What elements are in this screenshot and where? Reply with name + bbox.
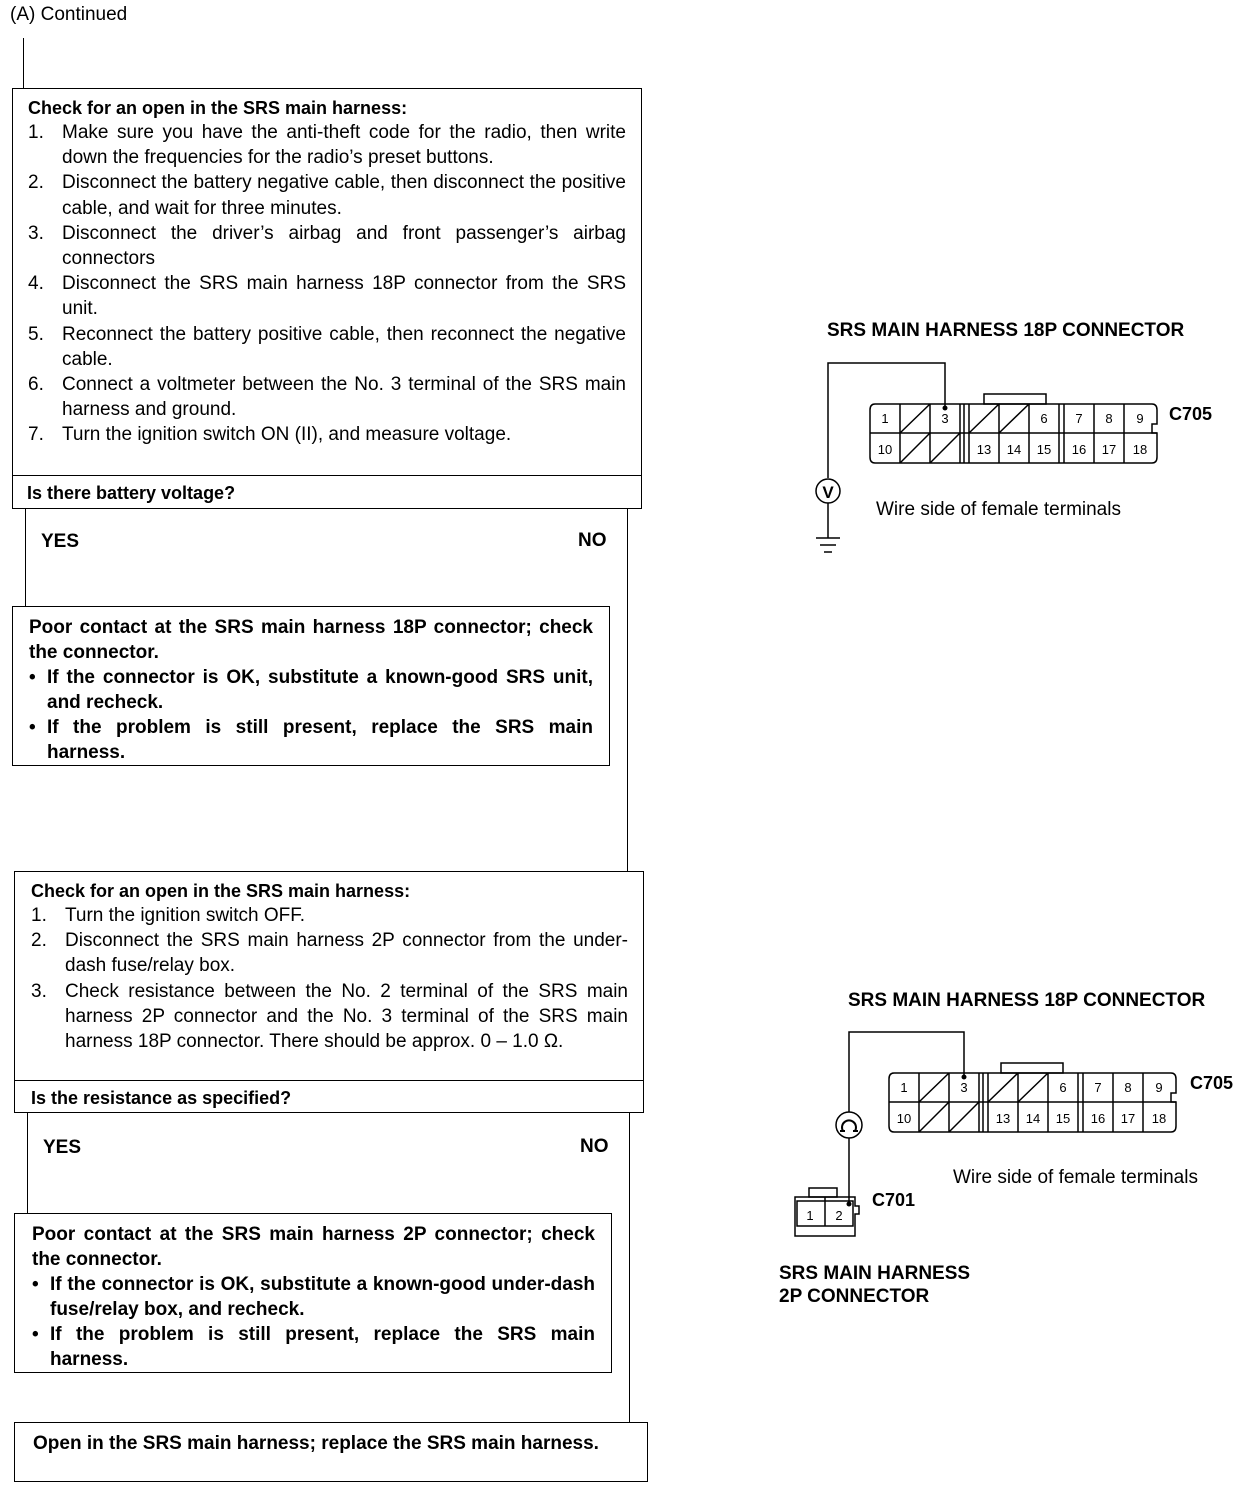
step2-item: 2. Disconnect the SRS main harness 2P connector from the under-dash fuse/relay box. [31, 930, 628, 977]
diagram2-2p-probe-point [847, 1202, 852, 1207]
step1-item: 1. Make sure you have the anti-theft code for the radio, then write down the frequencies for the radio’s preset buttons. [28, 122, 626, 169]
step2-title: Check for an open in the SRS main harness: [31, 881, 411, 901]
diagram1-pin: 15 [1036, 442, 1052, 457]
diagram2-small-label-line2: 2P CONNECTOR [779, 1286, 930, 1307]
diagram1-pin: 10 [877, 442, 893, 457]
step2-box [14, 871, 644, 1113]
diagram2-probe-point [962, 1075, 967, 1080]
diagram2-caption: Wire side of female terminals [953, 1167, 1198, 1188]
step1-steps [28, 120, 626, 448]
diagram2-pin: 7 [1094, 1080, 1102, 1095]
step1-yes-bullet: • If the problem is still present, replace the SRS main harness. [29, 717, 593, 763]
flow-line-no-1 [627, 508, 628, 873]
diagram1-code: C705 [1169, 404, 1213, 424]
diagram1-caption: Wire side of female terminals [876, 499, 1121, 520]
diagram2-2p-pin: 2 [835, 1208, 843, 1223]
diagram1-pin: 13 [976, 442, 992, 457]
voltmeter-icon: V [822, 483, 834, 502]
diagram2-pin: 16 [1090, 1111, 1106, 1126]
step2-yes-result [14, 1213, 612, 1373]
step1-item: 3. Disconnect the driver’s airbag and front passenger’s airbag connectors [28, 222, 626, 270]
diagram2-small-label-line1: SRS MAIN HARNESS [779, 1263, 971, 1284]
step2-item: 3. Check resistance between the No. 2 terminal of the SRS main harness 2P connector and the No. 3 terminal of the SRS main harness 18P connector. There should be approx. 0 – 1.0 Ω. [31, 980, 628, 1053]
step2-no-result [14, 1422, 648, 1482]
flow-line-top [23, 38, 24, 89]
continued-label: (A) Continued [10, 4, 128, 25]
diagram2-pin: 18 [1151, 1111, 1167, 1126]
diagram1-probe-point [943, 406, 948, 411]
diagram2-pin: 13 [995, 1111, 1011, 1126]
step2-no-result-text: Open in the SRS main harness; replace the SRS main harness. [33, 1433, 599, 1454]
ohmmeter-icon [840, 1120, 858, 1131]
diagram1 [780, 300, 1240, 570]
diagram1-pin: 16 [1071, 442, 1087, 457]
diagram2-small-code: C701 [872, 1190, 916, 1210]
step1-question: Is there battery voltage? [27, 483, 236, 503]
step2-yes-result-title: Poor contact at the SRS main harness 2P connector; check the connector. [32, 1224, 595, 1270]
diagram2-2p-pin: 1 [806, 1208, 814, 1223]
diagram1-title: SRS MAIN HARNESS 18P CONNECTOR [827, 320, 1185, 341]
step1-item: 5. Reconnect the battery positive cable, then reconnect the negative cable. [28, 323, 626, 370]
flow-line-yes-1 [25, 508, 26, 607]
step2-yes-bullet: • If the problem is still present, replace the SRS main harness. [32, 1324, 595, 1370]
flow-line-no-2 [629, 1112, 630, 1424]
diagram2-pin: 17 [1120, 1111, 1136, 1126]
step2-item: 1. Turn the ignition switch OFF. [31, 905, 306, 926]
diagram2-pins [897, 1080, 1166, 1126]
flow-line-yes-2 [27, 1112, 28, 1214]
step2-question: Is the resistance as specified? [31, 1088, 292, 1108]
diagram2-pin: 9 [1155, 1080, 1163, 1095]
step1-item: 2. Disconnect the battery negative cable, then disconnect the positive cable, and wait for three minutes. [28, 172, 626, 219]
diagram1-pin: 8 [1105, 411, 1113, 426]
diagram1-pin: 17 [1101, 442, 1117, 457]
diagram2-pin: 10 [896, 1111, 912, 1126]
diagram1-pin: 18 [1132, 442, 1148, 457]
step1-box [12, 88, 642, 509]
step1-item: 4. Disconnect the SRS main harness 18P connector from the SRS unit. [28, 273, 626, 320]
diagram1-pin: 14 [1006, 442, 1022, 457]
diagram1-pins [878, 411, 1147, 457]
step1-yes-bullet: • If the connector is OK, substitute a known-good SRS unit, and recheck. [29, 667, 593, 713]
step1-item: 7. Turn the ignition switch ON (II), and measure voltage. [28, 424, 512, 446]
diagram2-title: SRS MAIN HARNESS 18P CONNECTOR [848, 990, 1206, 1011]
step2-yes-label: YES [43, 1137, 82, 1158]
diagram1-pin: 6 [1040, 411, 1048, 426]
diagram2-pin: 6 [1059, 1080, 1067, 1095]
step1-item: 6. Connect a voltmeter between the No. 3 terminal of the SRS main harness and ground. [28, 374, 626, 421]
diagram1-wiring [816, 363, 945, 552]
diagram2-code: C705 [1190, 1073, 1234, 1093]
step2-yes-bullet: • If the connector is OK, substitute a known-good under-dash fuse/relay box, and recheck. [32, 1274, 595, 1320]
step2-no-label: NO [580, 1136, 609, 1157]
step2-steps [31, 903, 628, 1054]
diagram2-pin: 14 [1025, 1111, 1041, 1126]
diagram2-pin: 3 [960, 1080, 968, 1095]
diagram2-pin: 8 [1124, 1080, 1132, 1095]
step1-no-label: NO [578, 530, 607, 551]
diagram2 [775, 980, 1243, 1320]
step1-yes-result-title: Poor contact at the SRS main harness 18P connector; check the connector. [29, 617, 593, 663]
diagram1-pin: 1 [881, 411, 889, 426]
step1-yes-label: YES [41, 531, 80, 552]
diagram2-pin: 15 [1055, 1111, 1071, 1126]
diagram1-pin: 7 [1075, 411, 1083, 426]
diagram2-pin: 1 [900, 1080, 908, 1095]
diagram1-pin: 9 [1136, 411, 1144, 426]
diagram1-pin: 3 [941, 411, 949, 426]
step1-yes-result [12, 606, 610, 766]
step1-title: Check for an open in the SRS main harness: [28, 98, 408, 118]
